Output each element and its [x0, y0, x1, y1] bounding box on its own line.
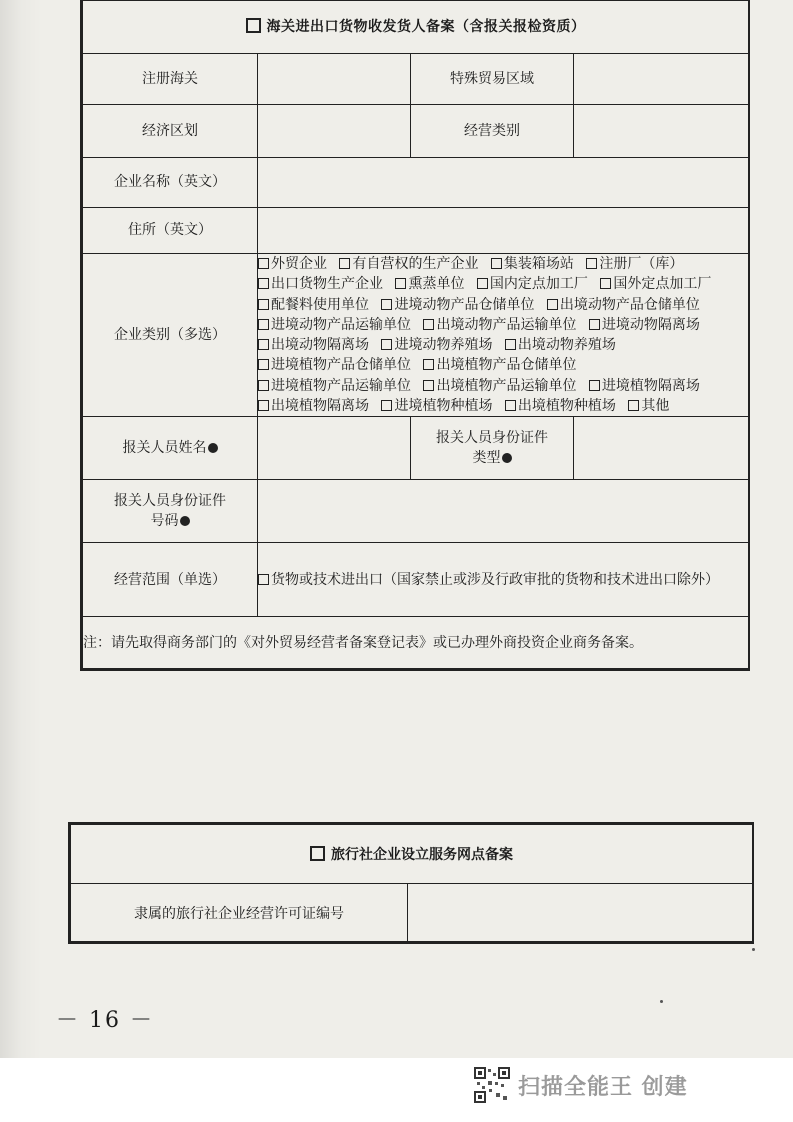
business-scope-option-text: 货物或技术进出口（国家禁止或涉及行政审批的货物和技术进出口除外）	[271, 571, 719, 588]
option-inbound-animal-transport[interactable]: 进境动物产品运输单位	[258, 315, 411, 335]
option-outbound-plant-quarantine[interactable]: 出境植物隔离场	[258, 396, 369, 416]
checkbox-icon	[258, 299, 269, 310]
scan-edge-shadow	[0, 0, 42, 1122]
checkbox-icon	[491, 258, 502, 269]
option-outbound-animal-transport[interactable]: 出境动物产品运输单位	[423, 315, 576, 335]
watermark-text: 扫描全能王 创建	[518, 1074, 688, 1100]
business-scope-label: 经营范围（单选）	[83, 543, 258, 617]
footnote-marker-icon	[180, 516, 190, 526]
checkbox-icon	[423, 319, 434, 330]
declarant-id-type-label-cell	[411, 417, 574, 480]
registered-customs-field[interactable]	[258, 54, 411, 105]
company-type-options	[258, 254, 749, 417]
checkbox-icon	[600, 278, 611, 289]
option-outbound-plant-storage[interactable]: 出境植物产品仓储单位	[423, 355, 576, 375]
option-container-yard[interactable]: 集装箱场站	[491, 254, 574, 274]
checkbox-icon[interactable]	[310, 846, 325, 861]
option-outbound-animal-farm[interactable]: 出境动物养殖场	[505, 335, 616, 355]
checkbox-icon	[423, 359, 434, 370]
travel-agency-table	[70, 824, 753, 942]
address-en-field[interactable]	[258, 208, 749, 254]
form-note: 注：请先取得商务部门的《对外贸易经营者备案登记表》或已办理外商投资企业商务备案。	[83, 617, 749, 669]
option-outbound-plant-farm[interactable]: 出境植物种植场	[505, 396, 616, 416]
declarant-id-number-label-line1: 报关人员身份证件	[114, 493, 226, 510]
declarant-name-field[interactable]	[258, 417, 411, 480]
travel-form-title-cell	[71, 825, 753, 884]
declarant-id-type-label-line2: 类型	[472, 450, 501, 467]
special-trade-zone-field[interactable]	[574, 54, 749, 105]
checkbox-icon	[395, 278, 406, 289]
checkbox-icon	[381, 339, 392, 350]
scan-speck	[752, 948, 755, 951]
option-inbound-plant-storage[interactable]: 进境植物产品仓储单位	[258, 355, 411, 375]
economic-zone-label: 经济区划	[83, 105, 258, 158]
checkbox-icon	[258, 278, 269, 289]
footnote-marker-icon	[208, 443, 218, 453]
declarant-name-label: 报关人员姓名	[122, 440, 207, 457]
checkbox-icon	[477, 278, 488, 289]
checkbox-icon	[505, 400, 516, 411]
business-scope-option[interactable]	[258, 543, 749, 617]
travel-form-title: 旅行社企业设立服务网点备案	[331, 847, 513, 863]
checkbox-icon	[258, 574, 269, 585]
special-trade-zone-label: 特殊贸易区域	[411, 54, 574, 105]
option-inbound-animal-quarantine[interactable]: 进境动物隔离场	[589, 315, 700, 335]
declarant-id-number-label-cell	[83, 480, 258, 543]
license-number-label: 隶属的旅行社企业经营许可证编号	[71, 884, 408, 942]
scanner-watermark	[474, 1066, 688, 1104]
declarant-id-type-field[interactable]	[574, 417, 749, 480]
option-registered-factory[interactable]: 注册厂（库）	[586, 254, 683, 274]
checkbox-icon	[589, 380, 600, 391]
checkbox-icon	[586, 258, 597, 269]
option-catering-material[interactable]: 配餐料使用单位	[258, 295, 369, 315]
declarant-id-number-label-line2: 号码	[150, 513, 179, 530]
option-outbound-animal-storage[interactable]: 出境动物产品仓储单位	[547, 295, 700, 315]
company-type-label: 企业类别（多选）	[83, 254, 258, 417]
option-outbound-plant-transport[interactable]: 出境植物产品运输单位	[423, 376, 576, 396]
declarant-name-label-cell	[83, 417, 258, 480]
checkbox-icon	[258, 319, 269, 330]
option-inbound-plant-transport[interactable]: 进境植物产品运输单位	[258, 376, 411, 396]
option-foreign-trade[interactable]: 外贸企业	[258, 254, 327, 274]
company-name-en-field[interactable]	[258, 158, 749, 208]
scan-speck	[660, 1000, 663, 1003]
economic-zone-field[interactable]	[258, 105, 411, 158]
registered-customs-label: 注册海关	[83, 54, 258, 105]
option-inbound-animal-storage[interactable]: 进境动物产品仓储单位	[381, 295, 534, 315]
checkbox-icon	[258, 258, 269, 269]
qr-code-icon	[474, 1067, 510, 1103]
footnote-marker-icon	[502, 453, 512, 463]
business-category-label: 经营类别	[411, 105, 574, 158]
option-foreign-processing[interactable]: 国外定点加工厂	[600, 274, 711, 294]
customs-filing-form	[80, 0, 750, 671]
checkbox-icon	[258, 359, 269, 370]
checkbox-icon	[339, 258, 350, 269]
checkbox-icon	[628, 400, 639, 411]
address-en-label: 住所（英文）	[83, 208, 258, 254]
checkbox-icon	[381, 400, 392, 411]
customs-filing-table	[82, 0, 749, 669]
option-inbound-animal-farm[interactable]: 进境动物养殖场	[381, 335, 492, 355]
company-name-en-label: 企业名称（英文）	[83, 158, 258, 208]
checkbox-icon	[258, 380, 269, 391]
option-outbound-animal-quarantine[interactable]: 出境动物隔离场	[258, 335, 369, 355]
checkbox-icon[interactable]	[246, 18, 261, 33]
checkbox-icon	[381, 299, 392, 310]
checkbox-icon	[505, 339, 516, 350]
option-export-producer[interactable]: 出口货物生产企业	[258, 274, 383, 294]
checkbox-icon	[547, 299, 558, 310]
license-number-field[interactable]	[408, 884, 753, 942]
checkbox-icon	[589, 319, 600, 330]
checkbox-icon	[423, 380, 434, 391]
business-category-field[interactable]	[574, 105, 749, 158]
page-number: － 16 －	[56, 1008, 154, 1033]
customs-form-title-cell	[83, 1, 749, 54]
travel-agency-filing-form	[68, 822, 754, 944]
option-domestic-processing[interactable]: 国内定点加工厂	[477, 274, 588, 294]
option-inbound-plant-farm[interactable]: 进境植物种植场	[381, 396, 492, 416]
customs-form-title: 海关进出口货物收发货人备案（含报关报检资质）	[266, 18, 586, 35]
declarant-id-type-label-line1: 报关人员身份证件	[436, 430, 548, 447]
checkbox-icon	[258, 400, 269, 411]
checkbox-icon	[258, 339, 269, 350]
option-other[interactable]: 其他	[628, 396, 669, 416]
declarant-id-number-field[interactable]	[258, 480, 749, 543]
option-fumigation[interactable]: 熏蒸单位	[395, 274, 464, 294]
option-inbound-plant-quarantine[interactable]: 进境植物隔离场	[589, 376, 700, 396]
option-self-operating-producer[interactable]: 有自营权的生产企业	[339, 254, 478, 274]
